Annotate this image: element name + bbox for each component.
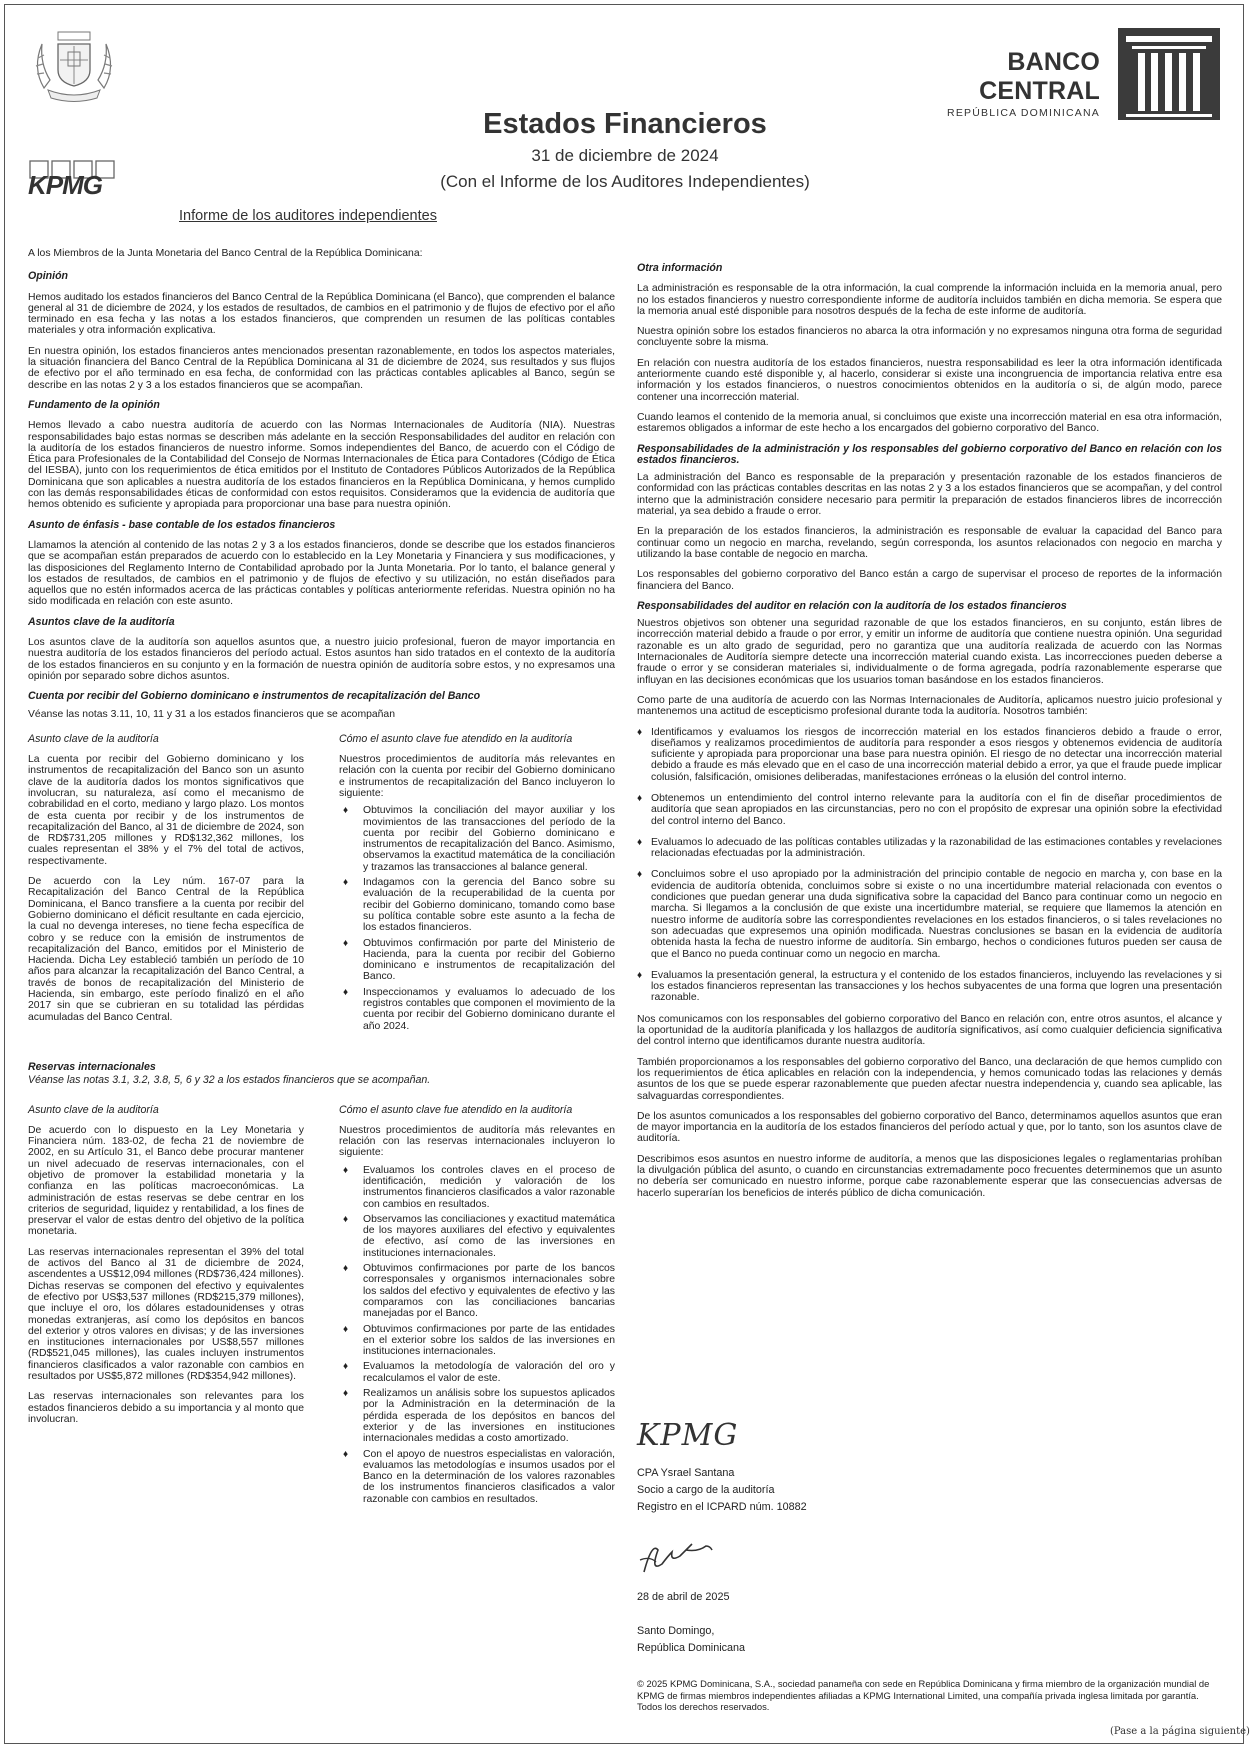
bank-building-icon: [1118, 28, 1220, 120]
list-item: ♦ Obtuvimos la conciliación del mayor auxiliar y los movimientos de las transacciones del período de la cuenta por recibir del Gobierno dominicano e instrumentos de recapitalización del Banco. Asimismo, observamos la exactitud matemática de la conciliación y trazamos las transacciones al balance general.: [339, 805, 615, 873]
kam1-response-column: [339, 734, 615, 1036]
banco-central-logo: [890, 48, 1100, 119]
kam1-response-intro: Nuestros procedimientos de auditoría más relevantes en relación con la cuenta por recibir del Gobierno dominicano e instrumentos de recapitalización del Banco incluyeron lo siguiente:: [339, 754, 615, 799]
list-item: ♦ Concluimos sobre el uso apropiado por la administración del principio contable de negocio en marcha y, con base en la evidencia de auditoría obtenida, concluimos sobre si existe o no una incertidumbre material relacionada con eventos o condiciones que puedan generar una duda significativa sobre la capacidad del Banco para continuar como un negocio en marcha. Si llegamos a la conclusión de que existe una incertidumbre material, se requiere que llamemos la atención en nuestro informe de auditoría sobre las correspondientes revelaciones en los estados financieros, o si tales revelaciones no son adecuadas que expresemos una opinión modificada. Nuestras conclusiones se basan en la evidencia de auditoría obtenida hasta la fecha de nuestro informe de auditoría. Sin embargo, hechos o condiciones futuros pueden ser causa de que el Banco no pueda continuar como un negocio en marcha.: [637, 869, 1222, 959]
left-column: [28, 248, 615, 1509]
report-heading: Informe de los auditores independientes: [179, 208, 437, 224]
list-item: ♦ Obtuvimos confirmaciones por parte de las entidades en el exterior sobre los saldos de las inversiones en instituciones internacionales.: [339, 1324, 615, 1358]
coat-of-arms-emblem: [28, 28, 120, 106]
page-title: Estados Financieros: [483, 108, 767, 140]
city: Santo Domingo,: [637, 1625, 715, 1637]
kam1-notes: Véanse las notas 3.11, 10, 11 y 31 a los estados financieros que se acompañan: [28, 708, 395, 720]
opinion-paragraph: En nuestra opinión, los estados financieros antes mencionados presentan razonablemente, en todos los aspectos materiales, la situación financiera del Banco Central de la República Dominicana al 31 de diciembre de 2024, sus resultados y sus flujos de efectivo por el año terminado en esa fecha, de conformidad con las prácticas contables aplicables al Banco, según se describe en las notas 2 y 3 a los estados financieros que se acompañan.: [28, 345, 615, 391]
kam2-issue-paragraph: Las reservas internacionales representan el 39% del total de activos del Banco al 31 de diciembre de 2024, ascendentes a US$12,094 millones (RD$736,424 millones). Dichas reservas se componen del efectivo y equivalentes de efectivo por US$3,537 millones (RD$215,379 millones), que incluye el oro, los dólares estadounidenses y otras monedas extranjeras, así como los depósitos en bancos del exterior y otros valores en divisas; y de las inversiones en instituciones internacionales por US$8,557 millones (RD$521,045 millones), las cuales incluyen instrumentos financieros clasificados a valor razonable con cambios en resultados por US$5,872 millones (RD$354,942 millones).: [28, 1246, 304, 1383]
kam1-issue-paragraph: La cuenta por recibir del Gobierno dominicano y los instrumentos de recapitalización del Banco son un asunto clave de la auditoría dados los montos significativos que involucran, su naturaleza, así como el mecanismo de cobrabilidad en el corto, mediano y largo plazo. Los montos de esta cuenta por recibir y de los instrumentos de recapitalización del Banco, al 31 de diciembre de 2024, son de RD$731,205 millones y RD$132,362 millones, los cuales representan el 38% y el 7% del total de activos, respectivamente.: [28, 754, 304, 867]
other-info-paragraph: En relación con nuestra auditoría de los estados financieros, nuestra responsabilidad es leer la otra información identificada anteriormente cuando esté disponible y, al hacerlo, considerar si existe una incongruencia de importancia relativa entre esa información y los estados financieros, o nuestros conocimientos obtenidos en la auditoría o si, de algún modo, parece contener una incorrección material.: [637, 357, 1222, 403]
list-item: ♦ Obtuvimos confirmaciones por parte de los bancos corresponsales y organismos internacionales sobre los saldos del efectivo y equivalentes de efectivo y las comparamos con las conciliaciones bancarias manejadas por el Banco.: [339, 1263, 615, 1319]
kam-paragraph: Los asuntos clave de la auditoría son aquellos asuntos que, a nuestro juicio profesional, fueron de mayor importancia en nuestra auditoría de los estados financieros del período actual. Estos asuntos han sido tratados en el contexto de la auditoría de los estados financieros en su conjunto y en la formación de nuestra opinión de auditoría sobre estos, y no expresamos una opinión por separado sobre dichos asuntos.: [28, 637, 615, 682]
emphasis-heading: Asunto de énfasis - base contable de los estados financieros: [28, 518, 336, 531]
kam1-issue-column: [28, 734, 304, 1036]
auditor-resp-paragraph: Como parte de una auditoría de acuerdo con las Normas Internacionales de Auditoría, aplicamos nuestro juicio profesional y mantenemos una actitud de escepticismo profesional durante toda la auditoría. Nosotros también:: [637, 694, 1222, 718]
report-date: 28 de abril de 2025: [637, 1591, 730, 1603]
kam1-response-heading: Cómo el asunto clave fue atendido en la auditoría: [339, 732, 573, 745]
mgmt-resp-paragraph: En la preparación de los estados financieros, la administración es responsable de evaluar la capacidad del Banco para continuar como un negocio en marcha, revelando, según corresponda, los asuntos relacionados con negocio en marcha y utilizando la base contable de negocio en marcha.: [637, 526, 1222, 560]
auditor-resp-list: [637, 727, 1222, 1004]
kam1-heading: Cuenta por recibir del Gobierno dominicano e instrumentos de recapitalización del Banco: [28, 690, 481, 703]
kpmg-handwritten-signature: KPMG: [637, 1418, 739, 1453]
other-info-heading: Otra información: [637, 262, 723, 274]
signer-role: Socio a cargo de la auditoría: [637, 1484, 775, 1496]
list-item: ♦ Obtuvimos confirmación por parte del Ministerio de Hacienda, para la cuenta por recibir del Gobierno dominicano e instrumentos de recapitalización del Banco.: [339, 938, 615, 983]
auditor-resp-paragraph: Describimos esos asuntos en nuestro informe de auditoría, a menos que las disposiciones legales o reglamentarias prohíban la divulgación pública del asunto, o cuando en circunstancias extremadamente poco frecuentes determinemos que un asunto no debería ser comunicado en nuestro informe, porque cabe razonablemente esperar que las consecuencias adversas de hacerlo superarían los beneficios de interés público de dicha comunicación.: [637, 1153, 1222, 1199]
auditor-resp-heading: Responsabilidades del auditor en relación con la auditoría de los estados financieros: [637, 599, 1067, 612]
list-item: ♦ Evaluamos los controles claves en el proceso de identificación, medición y valoración de los instrumentos financieros clasificados a valor razonable con cambios en resultados.: [339, 1165, 615, 1210]
footer-copyright: © 2025 KPMG Dominicana, S.A., sociedad panameña con sede en República Dominicana y firma miembro de la organización mundial de KPMG de firmas miembros independientes afiliadas a KPMG International Limited, una compañía privada inglesa limitada por garantía. Todos los derechos reservados.: [637, 1678, 1210, 1712]
page-date: 31 de diciembre de 2024: [531, 146, 719, 165]
auditor-resp-paragraph: También proporcionamos a los responsables del gobierno corporativo del Banco, una declaración de que hemos cumplido con los requerimientos de ética aplicables en relación con la independencia, y hemos comunicado todas las relaciones y demás asuntos de los que se puede esperar razonablemente que pueden afectar nuestra independencia y, cuando sea aplicable, las salvaguardas correspondientes.: [637, 1056, 1222, 1102]
page-subtitle: (Con el Informe de los Auditores Independientes): [440, 172, 810, 191]
auditor-resp-paragraph: De los asuntos comunicados a los responsables del gobierno corporativo del Banco, determinamos aquellos asuntos que eran de mayor importancia en la auditoría de los estados financieros del período actual y que, por lo tanto, son los asuntos clave de auditoría.: [637, 1110, 1222, 1145]
basis-paragraph: Hemos llevado a cabo nuestra auditoría de acuerdo con las Normas Internacionales de Auditoría (NIA). Nuestras responsabilidades bajo estas normas se describen más adelante en la sección Responsabilidades del auditor en relación con la auditoría de los estados financieros de nuestro informe. Somos independientes del Banco, de acuerdo con el Código de Ética para Profesionales de la Contabilidad del Consejo de Normas Internacionales de Ética para Contadores (Código de Ética del IESBA), junto con los requerimientos de ética emitidos por el Instituto de Contadores Públicos Autorizados de la República Dominicana que son aplicables a nuestra auditoría de los estados financieros en la República Dominicana, y hemos cumplido con las demás responsabilidades éticas de conformidad con estos requisitos. Consideramos que la evidencia de auditoría que hemos obtenido es suficiente y apropiada para proporcionar una base para nuestra opinión.: [28, 420, 615, 511]
kam2-notes: Véanse las notas 3.1, 3.2, 3.8, 5, 6 y 32 a los estados financieros que se acompañan.: [28, 1074, 431, 1087]
kam2-issue-paragraph: De acuerdo con lo dispuesto en la Ley Monetaria y Financiera núm. 183-02, de fecha 21 de noviembre de 2002, en su Artículo 31, el Banco debe procurar mantener un nivel adecuado de reservas internacionales, con el objetivo de promover la estabilidad monetaria y la confianza en las políticas macroeconómicas. La administración de estas reservas se debe centrar en los criterios de seguridad, liquidez y rentabilidad, a los fines de preservar el valor de estas dentro del objetivo de la política monetaria.: [28, 1124, 304, 1238]
opinion-paragraph: Hemos auditado los estados financieros del Banco Central de la República Dominicana (el Banco), que comprenden el balance general al 31 de diciembre de 2024, y los estados de resultados, de cambios en el patrimonio y de flujos de efectivo por el año terminado en esa fecha y las notas a los estados financieros, que comprenden un resumen de las políticas contables materiales y otra información explicativa.: [28, 291, 615, 337]
location-block: [637, 1623, 745, 1657]
list-item: ♦ Evaluamos la presentación general, la estructura y el contenido de los estados financieros, incluyendo las revelaciones y si los estados financieros representan las transacciones y los hechos subyacentes de una forma que logren una presentación razonable.: [637, 970, 1222, 1004]
other-info-paragraph: Nuestra opinión sobre los estados financieros no abarca la otra información y no expresamos ninguna otra forma de seguridad concluyente sobre la misma.: [637, 326, 1222, 349]
kam2-heading: Reservas internacionales: [28, 1060, 156, 1073]
list-item: ♦ Evaluamos lo adecuado de las políticas contables utilizadas y la razonabilidad de las estimaciones contables y revelaciones relacionadas efectuadas por la administración.: [637, 837, 1222, 860]
other-info-paragraph: Cuando leamos el contenido de la memoria anual, si concluimos que existe una incorrección material en esa otra información, estaremos obligados a informar de este hecho a los encargados del gobierno corporativo del Banco.: [637, 411, 1222, 435]
kpmg-logo-text: KPMG: [28, 170, 102, 200]
country: República Dominicana: [637, 1642, 746, 1654]
emphasis-paragraph: Llamamos la atención al contenido de las notas 2 y 3 a los estados financieros, donde se describe que los estados financieros que se acompañan están preparados de acuerdo con lo establecido en la Ley Monetaria y Financiera y sus modificaciones, y las disposiciones del Reglamento Interno de Contabilidad aprobado por la Junta Monetaria. Por lo tanto, el balance general y los estados de resultados, de cambios en el patrimonio y de flujos de efectivo y su utilización, no están diseñados para aquellos que no estén informados acerca de las prácticas contables y políticas anteriormente referidas. Nuestra opinión no ha sido modificada en relación con este asunto.: [28, 539, 615, 608]
basis-heading: Fundamento de la opinión: [28, 398, 160, 411]
kam2-procedures-list: [339, 1165, 615, 1505]
kam2-response-heading: Cómo el asunto clave fue atendido en la auditoría: [339, 1103, 573, 1116]
signer-block: [637, 1465, 807, 1516]
list-item: ♦ Realizamos un análisis sobre los supuestos aplicados por la Administración en la determinación de la pérdida esperada de los depósitos en bancos del exterior y de las inversiones en instituciones internacionales medidas a costo amortizado.: [339, 1388, 615, 1444]
continue-note: (Pase a la página siguiente): [1110, 1726, 1250, 1737]
list-item: ♦ Indagamos con la gerencia del Banco sobre su evaluación de la recuperabilidad de la cuenta por recibir del Gobierno dominicano, tomando como base su política contable sobre este asunto a la fecha de los estados financieros.: [339, 877, 615, 933]
kam1-procedures-list: [339, 805, 615, 1032]
kam2-issue-heading: Asunto clave de la auditoría: [28, 1103, 159, 1116]
kam1-table: [28, 734, 615, 1036]
list-item: ♦ Inspeccionamos y evaluamos lo adecuado de los registros contables que componen el movimiento de la cuenta por recibir del Gobierno dominicano durante el año 2024.: [339, 987, 615, 1032]
list-item: ♦ Observamos las conciliaciones y exactitud matemática de los mayores auxiliares del efectivo y equivalentes de efectivo, así como de las inversiones en instituciones internacionales.: [339, 1214, 615, 1259]
partner-signature: [634, 1530, 724, 1580]
other-info-paragraph: La administración es responsable de la otra información, la cual comprende la información incluida en la memoria anual, pero no los estados financieros y nuestro correspondiente informe de auditoría incluidos también en dicha memoria. Se espera que la memoria anual esté disponible para nosotros después de la fecha de este informe de auditoría.: [637, 283, 1222, 317]
list-item: ♦ Con el apoyo de nuestros especialistas en valoración, evaluamos las metodologías e insumos usados por el Banco en la determinación de los valores razonables de los instrumentos financieros clasificados a valor razonable con cambios en resultados.: [339, 1449, 615, 1505]
kam1-issue-heading: Asunto clave de la auditoría: [28, 732, 159, 745]
kam2-response-intro: Nuestros procedimientos de auditoría más relevantes en relación con las reservas internacionales incluyeron lo siguiente:: [339, 1124, 615, 1159]
kam2-issue-column: [28, 1105, 304, 1510]
kpmg-logo: [28, 160, 122, 200]
list-item: ♦ Identificamos y evaluamos los riesgos de incorrección material en los estados financieros debido a fraude o error, diseñamos y realizamos procedimientos de auditoría para responder a esos riesgos y obtenemos evidencia de auditoría suficiente y apropiada para proporcionar una base para nuestra opinión. El riesgo de no detectar una incorrección material debido a fraude es más elevado que en el caso de una incorrección material debido a error, ya que el fraude puede implicar colusión, falsificación, omisiones deliberadas, manifestaciones erróneas o la elusión del control interno.: [637, 727, 1222, 783]
auditor-resp-paragraph: Nos comunicamos con los responsables del gobierno corporativo del Banco en relación con, entre otros asuntos, el alcance y la oportunidad de la auditoría planificada y los hallazgos de auditoría significativos, así como cualquier deficiencia significativa del control interno que identificamos durante nuestra auditoría.: [637, 1013, 1222, 1048]
mgmt-resp-heading: Responsabilidades de la administración y los responsables del gobierno corporativo del Banco en relación con los estados financieros.: [637, 442, 1222, 466]
mgmt-resp-paragraph: Los responsables del gobierno corporativo del Banco están a cargo de supervisar el proceso de reportes de la información financiera del Banco.: [637, 569, 1222, 592]
kam1-issue-paragraph: De acuerdo con la Ley núm. 167-07 para la Recapitalización del Banco Central de la República Dominicana, el Banco transfiere a la cuenta por recibir del Gobierno dominicano el déficit resultante en cada ejercicio, la cual no devenga intereses, no tiene fecha específica de cobro y se reduce con la emisión de instrumentos de recapitalización del Banco, emitidos por el Ministerio de Hacienda. Dicha Ley estableció también un período de 10 años para alcanzar la recapitalización del Banco Central, a través de bonos de recapitalización del Ministerio de Hacienda, sin embargo, este período finalizó en el año 2017 sin que se cubrieran en su totalidad las pérdidas acumuladas del Banco Central.: [28, 876, 304, 1023]
auditor-resp-paragraph: Nuestros objetivos son obtener una seguridad razonable de que los estados financieros, en su conjunto, están libres de incorrección material debido a fraude o por error, y emitir un informe de auditoría que contiene nuestra opinión. Una seguridad razonable es un alto grado de seguridad, pero no garantiza que una auditoría realizada de acuerdo con las Normas Internacionales de Auditoría siempre detecte una incorrección material cuando exista. Las incorrecciones pueden deberse a fraude o error y se consideran materiales si, individualmente o de forma agregada, podría razonablemente esperarse que influyan en las decisiones económicas que los usuarios toman basándose en los estados financieros.: [637, 618, 1222, 686]
bank-name: BANCO CENTRAL: [979, 48, 1100, 105]
kam2-issue-paragraph: Las reservas internacionales son relevantes para los estados financieros debido a su importancia y al monto que involucran.: [28, 1391, 304, 1425]
kam2-table: [28, 1105, 615, 1510]
kam2-response-column: [339, 1105, 615, 1510]
right-column: [637, 263, 1222, 1208]
list-item: ♦ Evaluamos la metodología de valoración del oro y recalculamos el valor de este.: [339, 1361, 615, 1384]
mgmt-resp-paragraph: La administración del Banco es responsable de la preparación y presentación razonable de los estados financieros de conformidad con las prácticas contables descritas en las notas 2 y 3 a los estados financieros que se acompañan, y del control interno que la administración considere necesario para permitir la preparación de estados financieros libres de incorrección material, ya sea debido a fraude o error.: [637, 472, 1222, 518]
signer-registration: Registro en el ICPARD núm. 10882: [637, 1501, 807, 1513]
addressee: A los Miembros de la Junta Monetaria del Banco Central de la República Dominicana:: [28, 248, 423, 259]
kam-heading: Asuntos clave de la auditoría: [28, 615, 175, 628]
bank-country: REPÚBLICA DOMINICANA: [947, 107, 1100, 119]
list-item: ♦ Obtenemos un entendimiento del control interno relevante para la auditoría con el fin de diseñar procedimientos de auditoría que sean apropiados en las circunstancias, pero no con el propósito de expresar una opinión sobre la efectividad del control interno del Banco.: [637, 793, 1222, 827]
opinion-heading: Opinión: [28, 270, 69, 283]
signer-name: CPA Ysrael Santana: [637, 1467, 735, 1479]
